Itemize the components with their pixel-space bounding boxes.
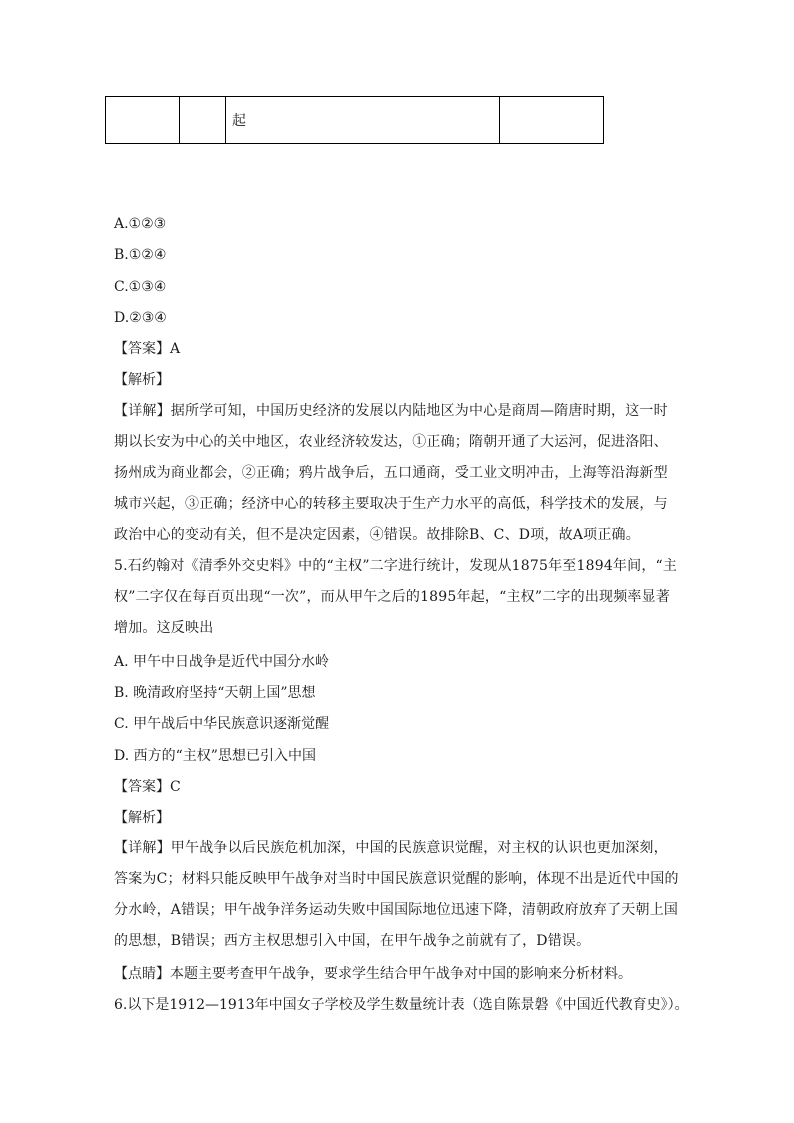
q4-option-b: B.①②④ [114, 247, 167, 263]
q5-analysis-label: 【解析】 [114, 810, 170, 826]
q5-comment: 【点睛】本题主要考查甲午战争，要求学生结合甲午战争对中国的影响来分析材料。 [114, 966, 632, 982]
q5-option-d: D. 西方的“主权”思想已引入中国 [114, 748, 316, 764]
q5-option-b: B. 晚清政府坚持“天朝上国”思想 [114, 685, 316, 701]
q5-answer: 【答案】C [114, 779, 181, 795]
table-cell-text: 起 [226, 97, 500, 144]
table-cell [500, 97, 604, 144]
table-cell [180, 97, 226, 144]
table-row [106, 97, 604, 144]
q4-answer: 【答案】A [114, 341, 181, 357]
q4-option-c: C.①③④ [114, 279, 167, 295]
q4-analysis-label: 【解析】 [114, 372, 170, 388]
q5-detail: 【详解】甲午战争以后民族危机加深，中国的民族意识觉醒，对主权的认识也更加深刻，答案为C；材料只能反映甲午战争对当时中国民族意识觉醒的影响，体现不出是近代中国的分水岭，A错误；甲午战争洋务运动失败中国国际地位迅速下降，清朝政府放弃了天朝上国的思想，B错误；西方主权思想引入中国，在甲午战争之前就有了，D错误。 [114, 840, 679, 949]
table-cell [106, 97, 180, 144]
q5-stem: 5.石约翰对《清季外交史料》中的“主权”二字进行统计，发现从1875年至1894年间，“主权”二字仅在每百页出现“一次”，而从甲午之后的1895年起，“主权”二字的出现频率显著增加。这反映出 [114, 558, 678, 636]
table-fragment [105, 96, 604, 144]
q4-option-d: D.②③④ [114, 310, 167, 326]
q4-detail: 【详解】据所学可知，中国历史经济的发展以内陆地区为中心是商周—隋唐时期，这一时期以长安为中心的关中地区，农业经济较发达，①正确；隋朝开通了大运河，促进洛阳、扬州成为商业都会，②正确；鸦片战争后，五口通商，受工业文明冲击，上海等沿海新型城市兴起，③正确；经济中心的转移主要取决于生产力水平的高低，科学技术的发展，与政治中心的变动有关，但不是决定因素，④错误。故排除B、C、D项，故A项正确。 [114, 403, 668, 543]
q5-option-a: A. 甲午中日战争是近代中国分水岭 [114, 654, 330, 670]
q5-option-c: C. 甲午战后中华民族意识逐渐觉醒 [114, 716, 330, 732]
q6-stem: 6.以下是1912—1913年中国女子学校及学生数量统计表（选自陈景磐《中国近代教育史》）。 [114, 997, 689, 1013]
q4-option-a: A.①②③ [114, 216, 167, 232]
